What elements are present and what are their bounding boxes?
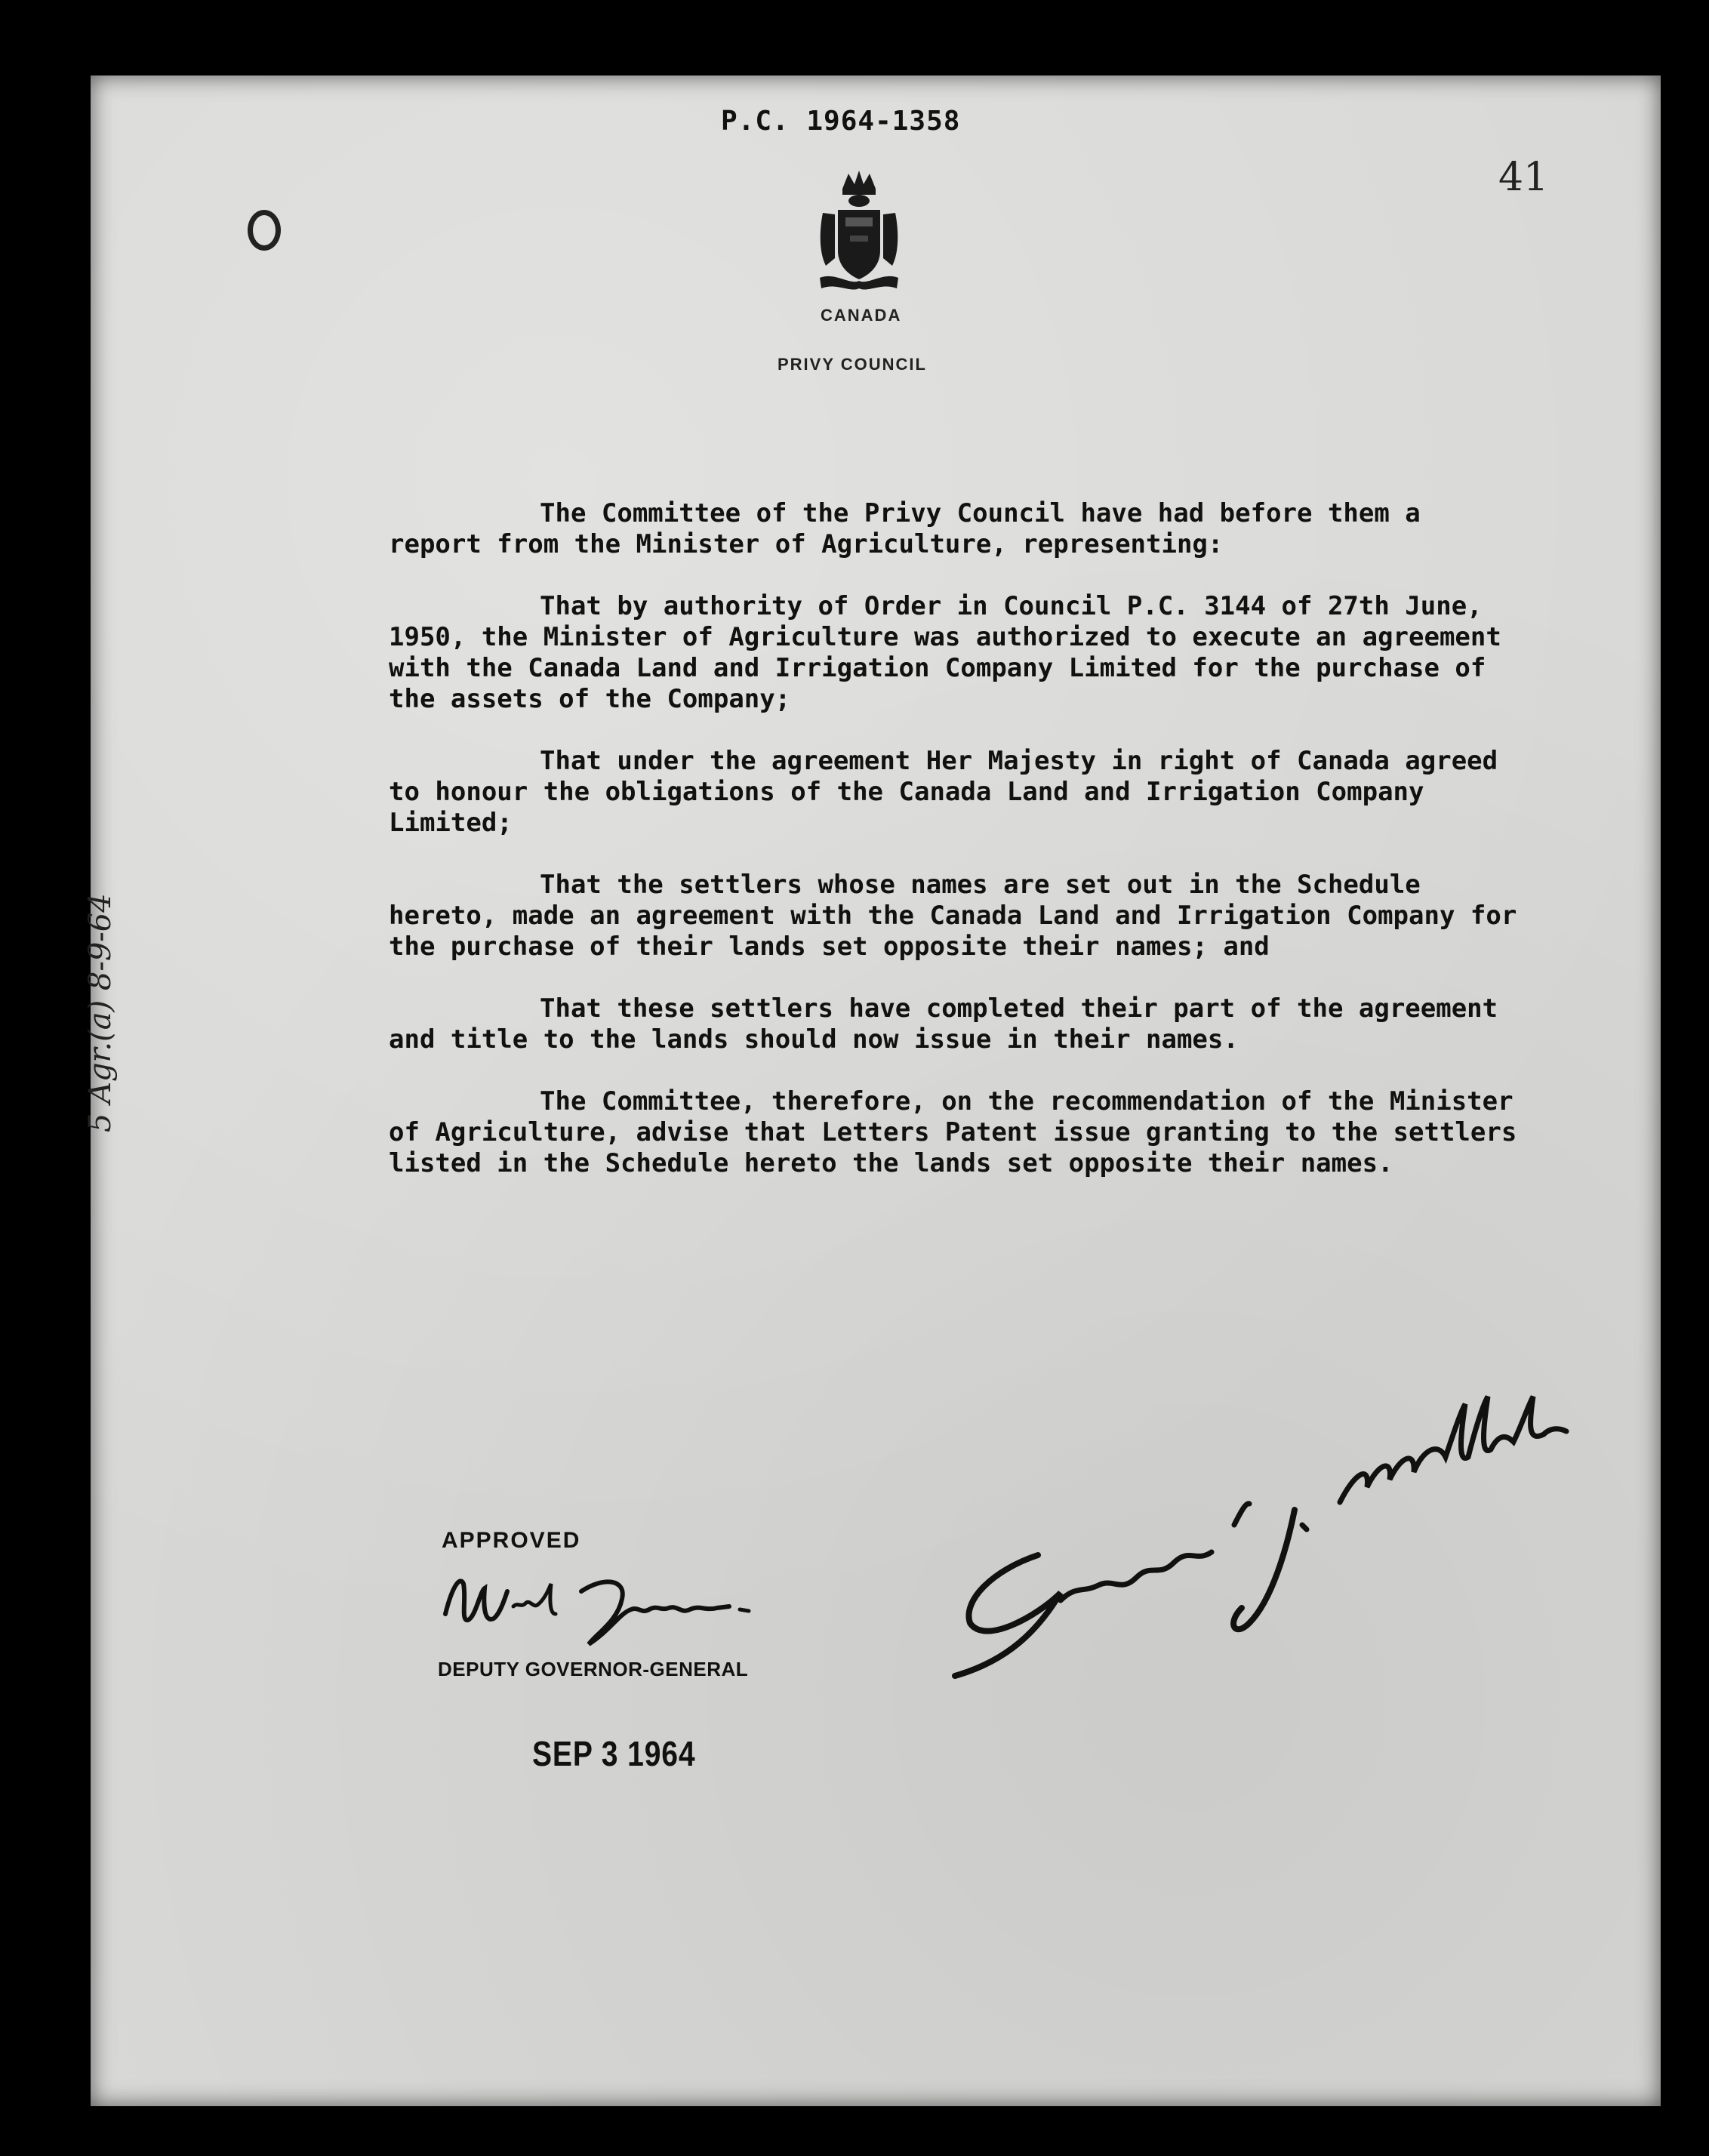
- deputy-governor-signature: [438, 1561, 800, 1652]
- clerk-signature: [947, 1374, 1574, 1691]
- order-body: [389, 498, 1521, 1210]
- margin-note: 5 Agr.(a) 8-9-64: [83, 893, 118, 1132]
- country-label: CANADA: [821, 306, 902, 325]
- coat-of-arms-icon: [812, 168, 906, 293]
- page-number: 41: [1498, 155, 1549, 200]
- date-stamp: SEP 3 1964: [532, 1734, 696, 1773]
- circle-mark-icon: [248, 210, 281, 251]
- office-label: PRIVY COUNCIL: [778, 355, 927, 374]
- approved-label: APPROVED: [442, 1528, 581, 1553]
- paragraph: That by authority of Order in Council P.C. 3144 of 27th June, 1950, the Minister of Agriculture was authorized to execute an agreement with the Canada Land and Irrigation Company Limited for the purchase of the assets of the Company;: [389, 591, 1501, 714]
- deputy-governor-title: DEPUTY GOVERNOR-GENERAL: [438, 1658, 749, 1680]
- paragraph: That the settlers whose names are set out in the Schedule hereto, made an agreement with the Canada Land and Irrigation Company for the purchase of their lands set opposite their names; and: [389, 870, 1517, 962]
- paragraph: The Committee of the Privy Council have had before them a report from the Minister of Agriculture, representing:: [389, 498, 1421, 559]
- paragraph: That under the agreement Her Majesty in right of Canada agreed to honour the obligations of the Canada Land and Irrigation Company Limited;: [389, 746, 1498, 838]
- paragraph: The Committee, therefore, on the recommendation of the Minister of Agriculture, advise that Letters Patent issue granting to the settlers listed in the Schedule hereto the lands set opposite their names.: [389, 1086, 1517, 1178]
- paragraph: That these settlers have completed their part of the agreement and title to the lands should now issue in their names.: [389, 993, 1498, 1055]
- order-number: P.C. 1964-1358: [721, 106, 961, 137]
